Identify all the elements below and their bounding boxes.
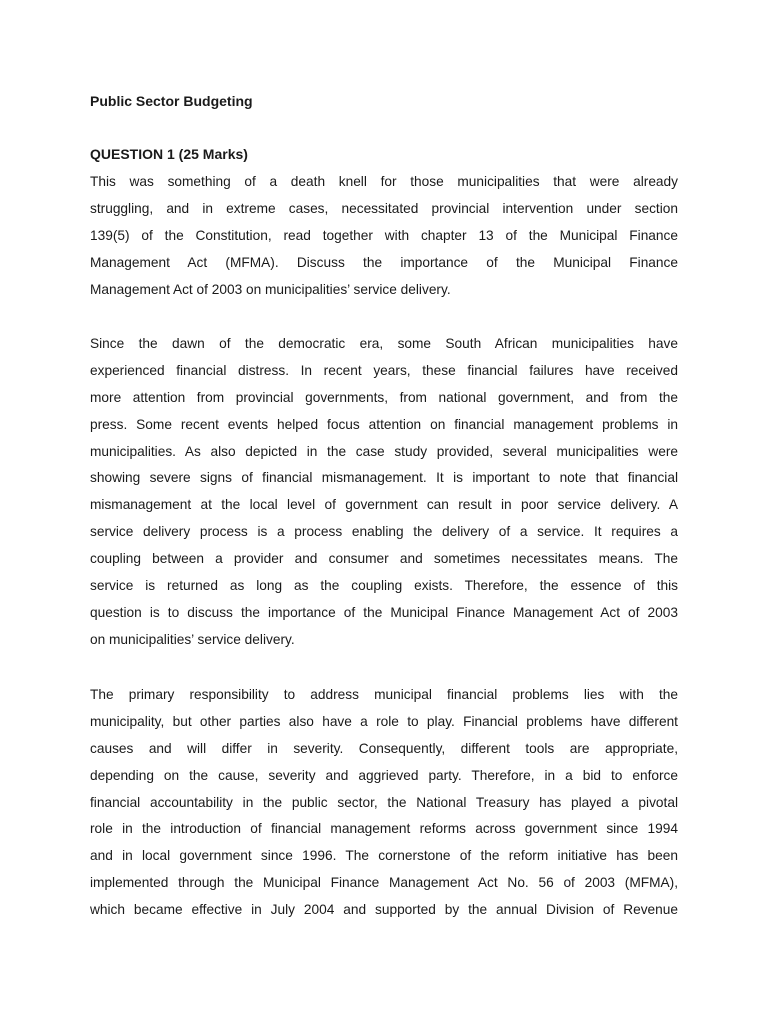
text-line: and in local government since 1996. The cornerstone of the reform initiative has been [90,848,678,864]
document-title: Public Sector Budgeting [90,93,253,109]
text-line: which became effective in July 2004 and supported by the annual Division of Revenue [90,902,678,918]
body-paragraph-responsibility [90,682,678,924]
text-line: municipality, but other parties also have a role to play. Financial problems have different [90,713,678,729]
text-line: mismanagement at the local level of government can result in poor service delivery. A [90,497,678,513]
question-heading: QUESTION 1 (25 Marks) [90,146,248,162]
text-line: experienced financial distress. In recent years, these financial failures have received [90,362,678,378]
text-line: Since the dawn of the democratic era, some South African municipalities have [90,336,678,351]
text-line: service is returned as long as the coupling exists. Therefore, the essence of this [90,578,678,594]
body-paragraph-introduction [90,331,678,654]
text-line: causes and will differ in severity. Consequently, different tools are appropriate, [90,740,678,756]
text-line: service delivery process is a process enabling the delivery of a service. It requires a [90,524,678,540]
text-line: coupling between a provider and consumer and sometimes necessitates means. The [90,551,678,567]
text-line: financial accountability in the public sector, the National Treasury has played a pivotal [90,794,678,810]
text-line: struggling, and in extreme cases, necessitated provincial intervention under section [90,200,678,216]
question-paragraph [90,169,678,303]
text-line: Management Act of 2003 on municipalities’ service delivery. [90,281,451,297]
text-line: municipalities. As also depicted in the case study provided, several municipalities were [90,443,678,459]
text-line: more attention from provincial governments, from national government, and from the [90,389,678,405]
text-line: This was something of a death knell for those municipalities that were already [90,174,678,189]
text-line: on municipalities’ service delivery. [90,631,295,647]
text-line: showing severe signs of financial mismanagement. It is important to note that financial [90,470,678,486]
text-line: Management Act (MFMA). Discuss the importance of the Municipal Finance [90,254,678,270]
text-line: depending on the cause, severity and aggrieved party. Therefore, in a bid to enforce [90,767,678,783]
text-line: press. Some recent events helped focus attention on financial management problems in [90,416,678,432]
text-line: question is to discuss the importance of the Municipal Finance Management Act of 2003 [90,604,678,620]
text-line: The primary responsibility to address municipal financial problems lies with the [90,687,678,702]
text-line: role in the introduction of financial management reforms across government since 1994 [90,821,678,837]
text-line: implemented through the Municipal Finance Management Act No. 56 of 2003 (MFMA), [90,875,678,891]
text-line: 139(5) of the Constitution, read together with chapter 13 of the Municipal Finance [90,227,678,243]
